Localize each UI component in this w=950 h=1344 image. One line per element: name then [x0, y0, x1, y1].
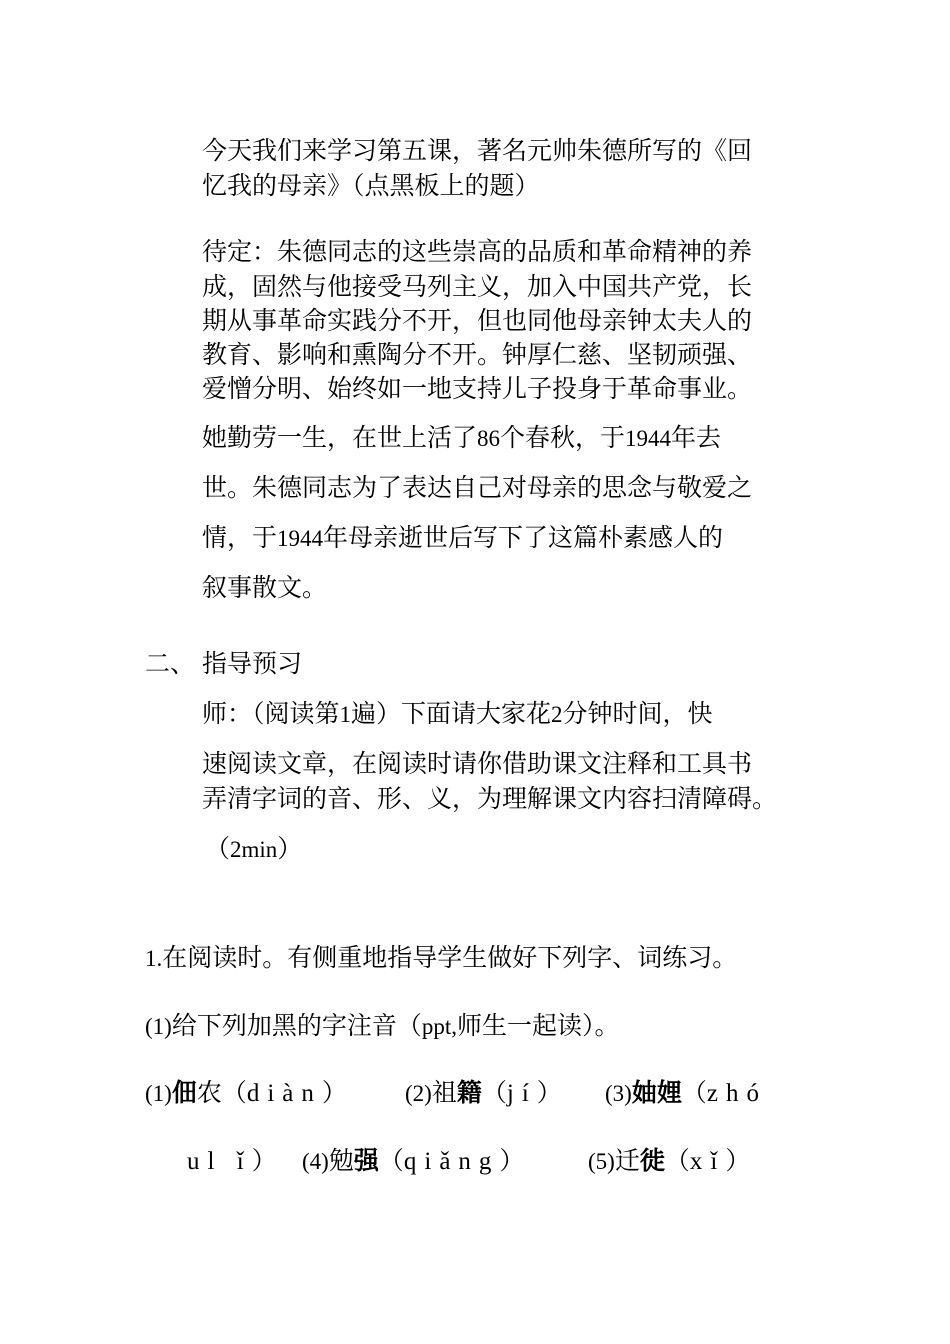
word-3-continued: [187, 1144, 277, 1179]
section-2-title: 指导预习: [202, 649, 303, 678]
word-1: [145, 1076, 347, 1111]
ppt-label: ppt,: [421, 1014, 457, 1039]
duration: 2min: [230, 837, 278, 862]
paren-close: ）: [536, 1078, 562, 1107]
subitem-text: 给下列加黑的字注音（: [171, 1011, 422, 1040]
bold-char: 佃: [171, 1078, 197, 1107]
pinyin: diàn: [246, 1080, 322, 1107]
bio-text: 年去: [671, 423, 722, 452]
subitem-text: 师生一起读）。: [456, 1011, 620, 1040]
paren-open: （: [681, 1078, 707, 1107]
paren-close: ）: [499, 1146, 525, 1175]
teacher-line-3: 弄清字词的音、形、义，为理解课文内容扫清障碍。: [202, 784, 778, 813]
teacher-text: 师：（阅读第: [202, 699, 340, 728]
teacher-line-1: [202, 697, 713, 732]
paren-close: ）: [277, 834, 303, 863]
item-number: 1.: [145, 946, 163, 971]
bio-line-2: 世。朱德同志为了表达自己对母亲的思念与敬爱之: [202, 473, 753, 502]
bio-text: 个春秋，于: [500, 423, 626, 452]
word-number: (2): [405, 1081, 432, 1106]
pending-line-4: 教育、影响和熏陶分不开。钟厚仁慈、坚韧顽强、: [202, 340, 753, 369]
word-4: [302, 1144, 524, 1179]
word-number: (3): [605, 1081, 632, 1106]
word-number: (5): [588, 1149, 615, 1174]
pending-line-2: 成，固然与他接受马列主义，加入中国共产党，长: [202, 272, 753, 301]
paren-open: （: [664, 1146, 690, 1175]
paren-close: ）: [725, 1146, 751, 1175]
pinyin: jí: [506, 1080, 537, 1107]
paren-close: ）: [321, 1078, 347, 1107]
teacher-text: 分钟时间，快: [562, 699, 713, 728]
paren-close: ）: [251, 1146, 277, 1175]
bio-line-1: [202, 421, 721, 456]
bio-text: 年母亲逝世后写下了这篇朴素感人的: [323, 523, 724, 552]
paren-open: （: [378, 1146, 404, 1175]
age-number: 86: [477, 426, 501, 451]
minutes-number: 2: [551, 702, 563, 727]
pinyin: xǐ: [689, 1148, 726, 1175]
section-2-number: 二、: [145, 649, 196, 678]
word-text: 迁: [614, 1146, 640, 1175]
word-number: (1): [145, 1081, 172, 1106]
bold-char: 妯娌: [631, 1078, 682, 1107]
year-number: 1944: [277, 526, 324, 551]
word-2: [405, 1076, 562, 1111]
year-number: 1944: [625, 426, 672, 451]
pending-line-5: 爱憎分明、始终如一地支持儿子投身于革命事业。: [202, 374, 753, 403]
teacher-line-2: 速阅读文章，在阅读时请你借助课文注释和工具书: [202, 749, 753, 778]
pinyin: zhó: [706, 1080, 767, 1107]
pinyin: ul ǐ: [187, 1148, 252, 1175]
word-text: 农（: [196, 1078, 247, 1107]
word-5: [588, 1144, 750, 1179]
pending-line-3: 期从事革命实践分不开，但也同他母亲钟太夫人的: [202, 306, 753, 335]
word-number: (4): [302, 1149, 329, 1174]
read-count: 1: [339, 702, 352, 727]
word-text: 勉: [328, 1146, 354, 1175]
intro-line-2: 忆我的母亲》（点黑板上的题）: [202, 171, 540, 200]
bio-text: 情，于: [202, 523, 278, 552]
word-text: 祖: [431, 1078, 457, 1107]
teacher-line-4: [205, 832, 302, 867]
pinyin: qiǎng: [403, 1148, 500, 1175]
paren-open: （: [481, 1078, 507, 1107]
exercise-subitem-1: [145, 1009, 620, 1044]
intro-line-1: 今天我们来学习第五课，著名元帅朱德所写的《回: [202, 136, 753, 165]
item-text: 在阅读时。有侧重地指导学生做好下列字、词练习。: [162, 943, 738, 972]
bold-char: 徙: [639, 1146, 665, 1175]
bio-line-3: [202, 521, 723, 556]
subitem-number: (1): [145, 1014, 172, 1039]
bio-text: 她勤劳一生，在世上活了: [202, 423, 478, 452]
exercise-item-1: [145, 941, 737, 976]
bio-line-4: 叙事散文。: [202, 573, 328, 602]
teacher-text: 遍）下面请大家花: [351, 699, 552, 728]
bold-char: 强: [353, 1146, 379, 1175]
pending-line-1: 待定：朱德同志的这些崇高的品质和革命精神的养: [202, 237, 753, 266]
bold-char: 籍: [456, 1078, 482, 1107]
paren-open: （: [205, 834, 231, 863]
word-3: [605, 1076, 767, 1111]
